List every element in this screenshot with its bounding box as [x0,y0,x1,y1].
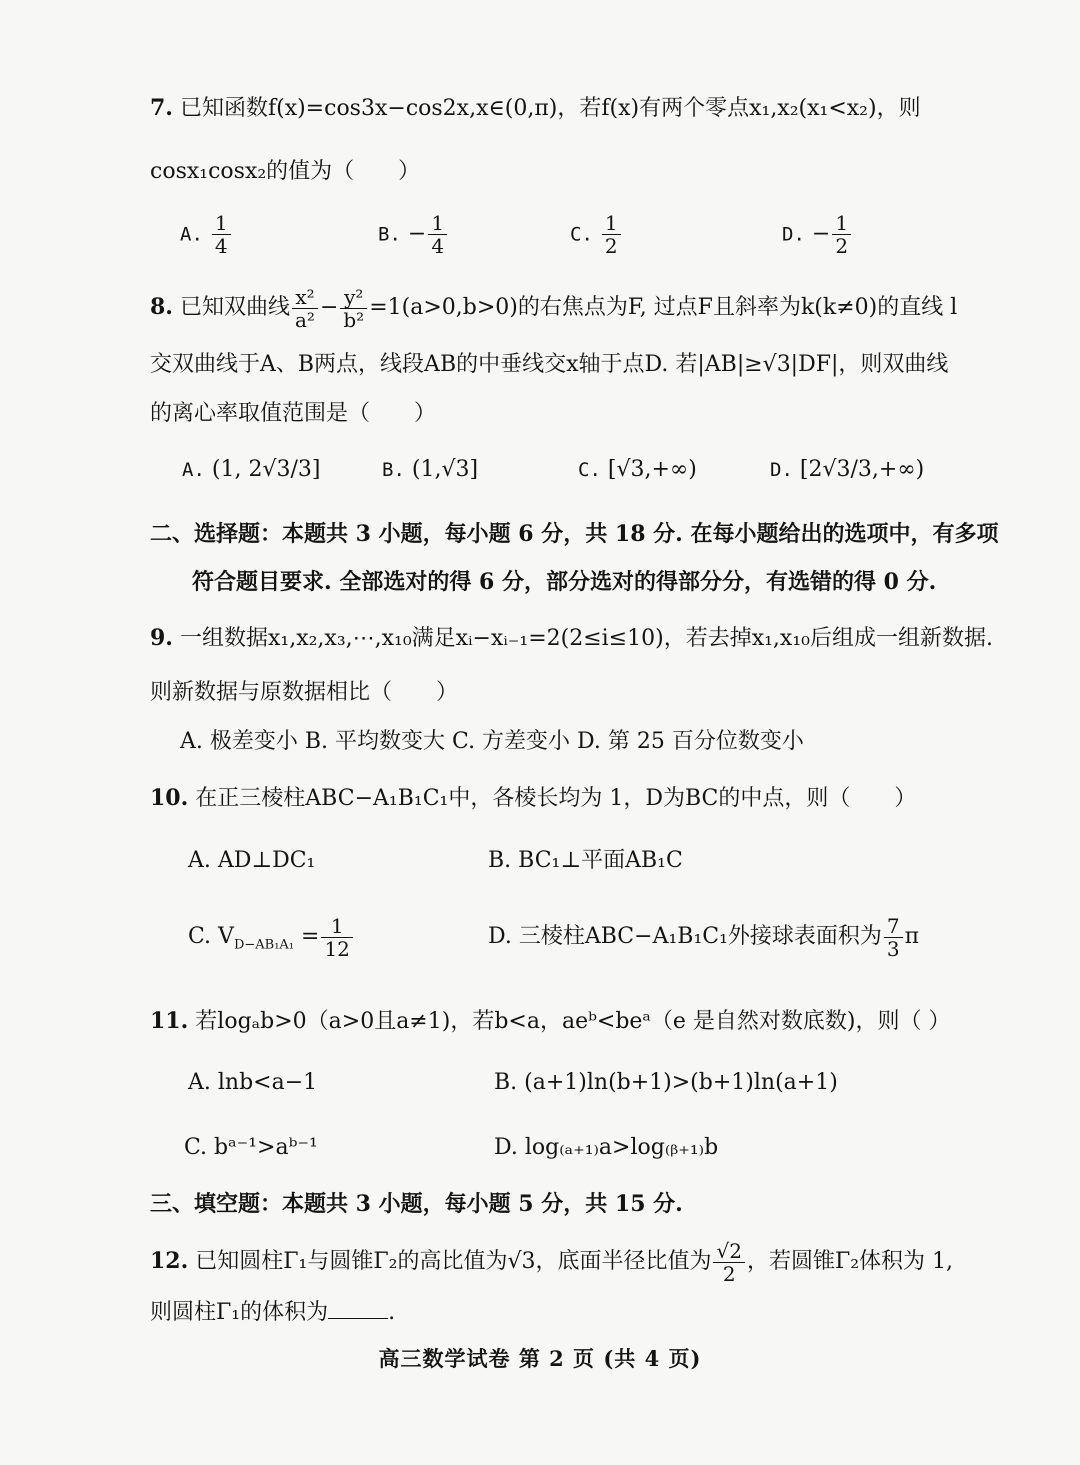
numerator: y² [340,286,367,309]
question-12-stem [150,1236,1020,1287]
q7-option-c [570,212,623,257]
denominator: 12 [324,936,350,961]
question-12-stem-cont [150,1298,1020,1328]
option-label: D. [782,223,805,246]
option-label: A. [180,223,203,246]
option-text: A. lnb<a−1 [188,1070,318,1095]
question-text: 一组数据x₁,x₂,x₃,⋯,x₁₀满足xᵢ−xᵢ₋₁=2(2≤i≤10)，若去掉x₁,x₁₀后组成一组新数据. [179,626,993,651]
equals-sign: = [301,924,320,949]
question-number: 7. [150,95,173,121]
denominator: b² [343,307,365,332]
option-label: C. [578,459,601,481]
section-text: 二、选择题：本题共 3 小题，每小题 6 分，共 18 分. 在每小题给出的选项中，有多项 [150,521,999,547]
question-7-stem-cont [150,157,1020,187]
q8-option-b [382,455,478,485]
q11-option-b [494,1068,838,1098]
option-label: C. [570,223,593,246]
question-text: 已知双曲线 [179,295,290,320]
question-8-stem-cont [150,350,1020,380]
option-text: D. 三棱柱ABC−A₁B₁C₁外接球表面积为 [488,924,882,949]
numerator: x² [292,286,318,309]
fraction [212,212,231,257]
question-text: 交双曲线于A、B两点，线段AB的中垂线交x轴于点D. 若|AB|≥√3|DF|，则双曲线 [150,352,949,377]
answer-blank[interactable] [328,1298,388,1319]
section-3-heading [150,1189,1020,1219]
fraction [428,212,447,257]
fraction [321,915,352,960]
question-9-stem-cont [150,678,1020,708]
question-9-stem [150,623,1020,654]
option-text: [2√3/3,+∞) [799,457,925,482]
fraction [340,286,367,331]
q7-option-a [180,212,233,257]
question-number: 8. [150,294,173,320]
option-text: C. bᵃ⁻¹>aᵇ⁻¹ [184,1135,318,1160]
question-text: 已知函数f(x)=cos3x−cos2x,x∈(0,π)，若f(x)有两个零点x₁,x₂(x₁<x₂)，则 [179,96,921,121]
question-number: 11. [150,1008,189,1034]
question-text: ，若圆锥Γ₂体积为 1, [746,1249,954,1274]
q8-option-c [578,455,697,485]
q8-option-a [182,455,320,485]
question-11-stem [150,1006,1020,1037]
fraction [292,286,318,331]
section-2-heading-cont [192,567,1020,597]
subscript: D−AB₁A₁ [233,937,295,953]
option-label: B. [382,459,405,481]
denominator: 2 [604,234,618,258]
numerator: 1 [428,212,447,235]
question-text: 则新数据与原数据相比（ ） [150,680,459,705]
question-number: 12. [150,1248,189,1274]
numerator: 1 [602,212,621,235]
denominator: 2 [835,234,849,258]
q7-option-d [782,212,853,257]
question-text: 已知圆柱Γ₁与圆锥Γ₂的高比值为√3，底面半径比值为 [195,1249,712,1274]
numerator: 1 [321,915,352,938]
question-text: . [388,1300,396,1325]
question-text: cosx₁cosx₂的值为（ ） [150,159,421,184]
numerator: 7 [884,915,903,938]
question-text: 的离心率取值范围是（ ） [150,401,437,426]
numerator: 1 [832,212,851,235]
numerator: √2 [713,1240,744,1263]
section-2-heading [150,519,1020,549]
option-label: B. [378,223,401,246]
question-8-stem-cont2 [150,399,1020,429]
q11-option-d [494,1133,718,1163]
option-text: (1, 2√3/3] [211,457,321,482]
option-text: D. log₍ₐ₊₁₎a>log₍ᵦ₊₁₎b [494,1135,719,1160]
denominator: 4 [214,234,228,258]
q11-option-a [188,1068,317,1098]
denominator: 2 [722,1261,736,1286]
q10-option-a [188,846,315,876]
denominator: 3 [886,936,900,961]
q9-options [180,727,1020,757]
option-text: A. 极差变小 B. 平均数变大 C. 方差变小 D. 第 25 百分位数变小 [180,729,804,754]
section-text: 符合题目要求. 全部选对的得 6 分，部分选对的得部分分，有选错的得 0 分. [192,569,937,595]
option-text: [√3,+∞) [607,457,697,482]
section-text: 三、填空题：本题共 3 小题，每小题 5 分，共 15 分. [150,1191,683,1217]
fraction [884,915,903,960]
fraction [602,212,621,257]
question-8-stem: 8. 已知双曲线 $\frac{\text{x²}}{\text{a²}}$ − $\frac{\text{y²}}{\text{b²}}$ =1(a>0,b>0)的右焦点为F, 过点F且斜率为k(k≠0)的直线 l [150,284,958,332]
q10-option-c [188,912,355,970]
question-10-stem [150,783,1020,814]
option-text: B. BC₁⊥平面AB₁C [488,848,683,873]
option-text: A. AD⊥DC₁ [188,848,316,873]
fraction [832,212,851,257]
denominator: 4 [431,234,445,258]
option-text: (1,√3] [411,457,479,482]
question-text: 则圆柱Γ₁的体积为 [150,1300,329,1325]
option-sign: − [811,221,831,247]
question-text: 在正三棱柱ABC−A₁B₁C₁中，各棱长均为 1，D为BC的中点，则（ ） [195,786,917,811]
question-number: 9. [150,625,173,651]
option-label: A. [182,459,205,481]
option-text: C. V [188,924,234,949]
question-number: 10. [150,785,189,811]
question-7-stem [150,93,1020,124]
question-text: 若logₐb>0（a>0且a≠1)，若b<a，aeᵇ<beᵃ（e 是自然对数底数)，则（ ） [195,1009,951,1034]
fraction [713,1240,744,1285]
denominator: a² [294,307,315,332]
option-text: π [904,924,920,949]
q11-option-c [184,1133,318,1163]
question-text: =1(a>0,b>0)的右焦点为F, 过点F且斜率为k(k≠0)的直线 l [369,295,958,320]
q10-option-b [488,846,683,876]
numerator: 1 [212,212,231,235]
option-label: D. [770,459,793,481]
q8-option-d [770,455,924,485]
q10-option-d [488,912,919,962]
q7-option-b [378,212,449,257]
option-text: B. (a+1)ln(b+1)>(b+1)ln(a+1) [494,1070,838,1095]
option-sign: − [407,221,427,247]
page-footer: 高三数学试卷 第 2 页 (共 4 页) [378,1346,702,1371]
